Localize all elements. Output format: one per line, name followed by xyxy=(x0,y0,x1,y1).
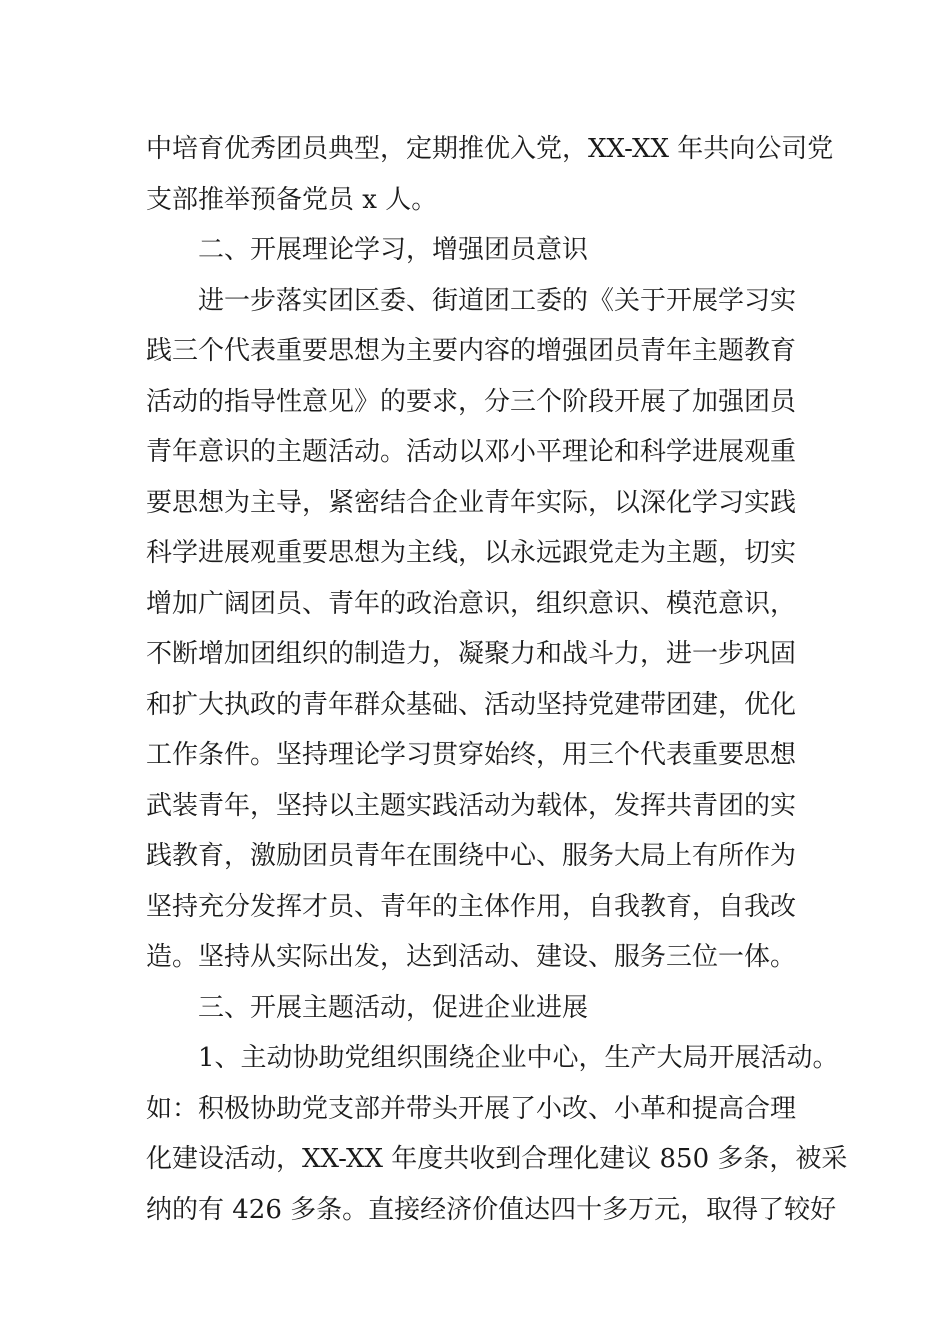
text-line-20: 如：积极协助党支部并带头开展了小改、小革和提高合理 xyxy=(146,1093,797,1124)
text-line-13: 工作条件。坚持理论学习贯穿始终，用三个代表重要思想 xyxy=(146,740,797,770)
text-line-22: 纳的有 426 多条。直接经济价值达四十多万元，取得了较好 xyxy=(146,1194,837,1225)
text-line-4: 进一步落实团区委、街道团工委的《关于开展学习实 xyxy=(198,285,797,316)
section-heading-3: 三、开展主题活动，促进企业进展 xyxy=(198,992,589,1023)
text-line-12: 和扩大执政的青年群众基础、活动坚持党建带团建，优化 xyxy=(146,689,797,720)
text-line-19: 1、主动协助党组织围绕企业中心，生产大局开展活动。 xyxy=(198,1043,839,1073)
section-heading-2: 二、开展理论学习，增强团员意识 xyxy=(198,235,589,265)
text-line-6: 活动的指导性意见》的要求，分三个阶段开展了加强团员 xyxy=(146,386,797,417)
text-line-17: 造。坚持从实际出发，达到活动、建设、服务三位一体。 xyxy=(146,942,797,972)
text-line-14: 武装青年，坚持以主题实践活动为载体，发挥共青团的实 xyxy=(146,790,797,821)
text-line-1: 中培育优秀团员典型，定期推优入党，XX-XX 年共向公司党 xyxy=(146,134,834,164)
document-body xyxy=(146,124,848,1235)
text-line-5: 践三个代表重要思想为主要内容的增强团员青年主题教育 xyxy=(146,336,797,366)
text-line-21: 化建设活动，XX-XX 年度共收到合理化建议 850 多条，被采 xyxy=(146,1144,848,1174)
text-line-11: 不断增加团组织的制造力，凝聚力和战斗力，进一步巩固 xyxy=(146,639,797,669)
text-line-16: 坚持充分发挥才员、青年的主体作用，自我教育，自我改 xyxy=(146,891,797,922)
text-line-9: 科学进展观重要思想为主线，以永远跟党走为主题，切实 xyxy=(146,538,797,568)
text-line-8: 要思想为主导，紧密结合企业青年实际，以深化学习实践 xyxy=(146,487,797,518)
text-line-10: 增加广阔团员、青年的政治意识，组织意识、模范意识， xyxy=(146,588,797,619)
text-line-2: 支部推举预备党员 x 人。 xyxy=(146,184,438,215)
text-line-7: 青年意识的主题活动。活动以邓小平理论和科学进展观重 xyxy=(146,437,797,467)
text-line-15: 践教育，激励团员青年在围绕中心、服务大局上有所作为 xyxy=(146,841,797,871)
